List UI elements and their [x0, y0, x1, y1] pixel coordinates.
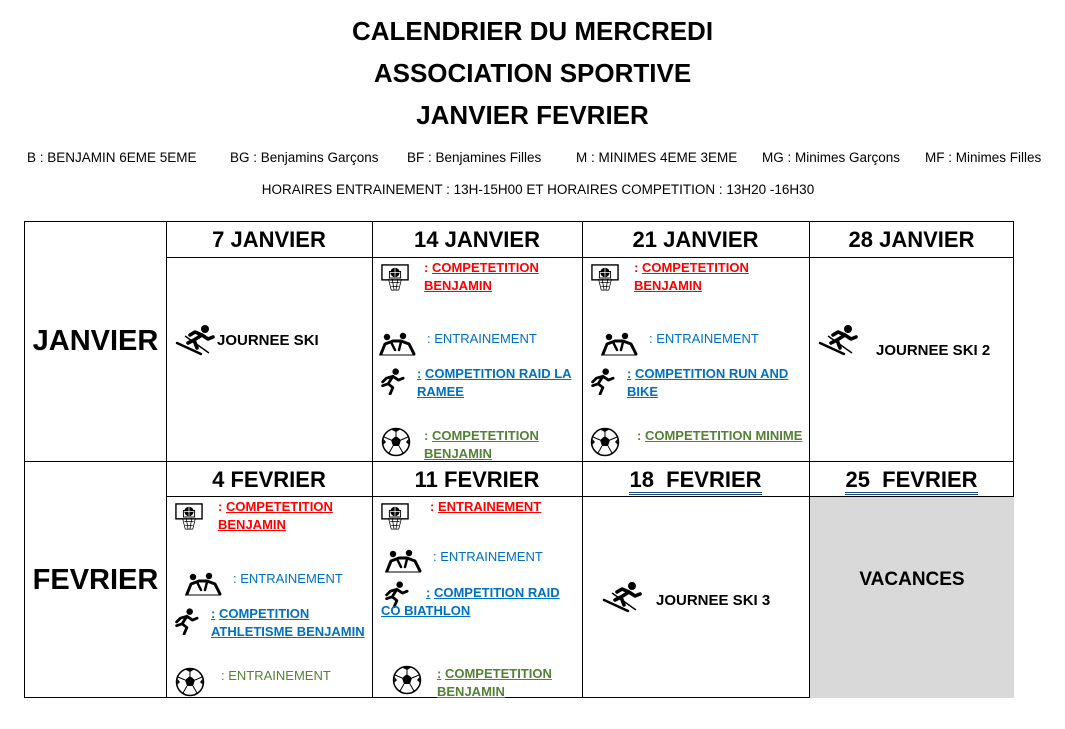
event-text: COMPETETITION BENJAMIN	[437, 666, 552, 699]
colon: :	[221, 668, 225, 683]
event-feb4-basket	[218, 498, 358, 534]
event-text: COMPETITION ATHLETISME BENJAMIN	[211, 606, 365, 639]
calendar-grid	[24, 221, 1014, 698]
colon: :	[426, 585, 431, 600]
event-jan14-foot	[424, 427, 564, 463]
event-feb4-run	[211, 605, 371, 641]
event-text: COMPETETITION BENJAMIN	[218, 499, 333, 532]
vacances-cell	[810, 497, 1014, 698]
event-feb11-run	[381, 584, 571, 620]
legend-bf: BF : Benjamines Filles	[407, 150, 542, 165]
skier-icon	[818, 323, 858, 357]
colon: :	[430, 499, 435, 514]
date-feb-4: 4 FEVRIER	[212, 467, 326, 492]
wrestling-icon	[183, 572, 223, 596]
basketball-hoop-icon	[175, 502, 203, 532]
date-jan-14: 14 JANVIER	[414, 227, 540, 252]
horaires-line: HORAIRES ENTRAINEMENT : 13H-15H00 ET HORAIRES COMPETITION : 13H20 -16H30	[261, 182, 815, 197]
event-feb11-foot	[437, 665, 577, 701]
date-feb-25-text: 25 FEVRIER	[845, 467, 977, 495]
colon: :	[218, 499, 223, 514]
event-jan14-run	[417, 365, 577, 401]
legend-m: M : MINIMES 4EME 3EME	[576, 150, 738, 165]
legend-bg: BG : Benjamins Garçons	[230, 150, 379, 165]
vacances-label: VACANCES	[859, 569, 965, 590]
date-feb-11: 11 FEVRIER	[414, 467, 540, 492]
title-line-1: CALENDRIER DU MERCREDI	[351, 16, 714, 46]
event-feb11-lutte: : ENTRAINEMENT	[433, 549, 543, 564]
basketball-hoop-icon	[381, 502, 409, 532]
colon: :	[211, 606, 216, 621]
event-feb4-foot	[221, 667, 361, 685]
event-jan14-lutte: : ENTRAINEMENT	[427, 331, 537, 346]
event-text: ENTRAINEMENT	[228, 668, 331, 683]
colon: :	[424, 428, 429, 443]
event-jan21-run	[627, 365, 805, 401]
event-text: COMPETITION RAID LA RAMEE	[417, 366, 572, 399]
date-feb-25	[809, 462, 1014, 496]
soccer-ball-icon	[175, 667, 205, 697]
basketball-hoop-icon	[591, 263, 619, 293]
event-jan21-foot	[637, 427, 809, 445]
colon: :	[627, 366, 632, 381]
soccer-ball-icon	[590, 427, 620, 457]
event-feb11-basket	[430, 498, 570, 516]
colon: :	[634, 260, 639, 275]
colon: :	[424, 260, 429, 275]
event-text: COMPETETITION BENJAMIN	[424, 260, 539, 293]
runner-icon	[377, 367, 405, 395]
runner-icon	[171, 607, 199, 635]
colon: :	[637, 428, 642, 443]
ski-label-feb18: JOURNEE SKI 3	[656, 592, 771, 609]
runner-icon	[587, 367, 615, 395]
event-text: COMPETETITION MINIME	[644, 428, 803, 443]
event-jan21-basket	[634, 259, 774, 295]
wrestling-icon	[377, 332, 417, 356]
legend-b: B : BENJAMIN 6EME 5EME	[27, 150, 197, 165]
event-feb4-lutte: : ENTRAINEMENT	[233, 571, 343, 586]
event-text: COMPETITION RUN AND BIKE	[627, 366, 789, 399]
ski-label-jan7: JOURNEE SKI	[217, 332, 319, 349]
skier-icon	[602, 580, 642, 614]
event-jan14-basket	[424, 259, 564, 295]
wrestling-icon	[599, 332, 639, 356]
legend-mf: MF : Minimes Filles	[925, 150, 1042, 165]
legend-mg: MG : Minimes Garçons	[762, 150, 901, 165]
event-text: ENTRAINEMENT	[437, 499, 542, 514]
soccer-ball-icon	[381, 427, 411, 457]
ski-label-jan28: JOURNEE SKI 2	[876, 342, 991, 359]
colon: :	[437, 666, 442, 681]
title-line-2: ASSOCIATION SPORTIVE	[373, 58, 692, 88]
date-feb-18-text: 18 FEVRIER	[629, 467, 761, 495]
event-text: COMPETITION RAID CO BIATHLON	[381, 585, 560, 618]
colon: :	[417, 366, 422, 381]
date-jan-28: 28 JANVIER	[848, 227, 975, 252]
date-feb-18	[582, 462, 809, 496]
month-janvier: JANVIER	[32, 325, 159, 357]
soccer-ball-icon	[392, 665, 422, 695]
basketball-hoop-icon	[381, 263, 409, 293]
event-text: COMPETETITION BENJAMIN	[634, 260, 749, 293]
event-jan21-lutte: : ENTRAINEMENT	[649, 331, 759, 346]
event-text: COMPETETITION BENJAMIN	[424, 428, 539, 461]
skier-icon	[175, 323, 215, 357]
month-fevrier: FEVRIER	[32, 564, 159, 596]
date-jan-21: 21 JANVIER	[632, 227, 759, 252]
title-line-3: JANVIER FEVRIER	[416, 100, 649, 130]
wrestling-icon	[383, 549, 423, 573]
date-jan-7: 7 JANVIER	[212, 227, 326, 252]
